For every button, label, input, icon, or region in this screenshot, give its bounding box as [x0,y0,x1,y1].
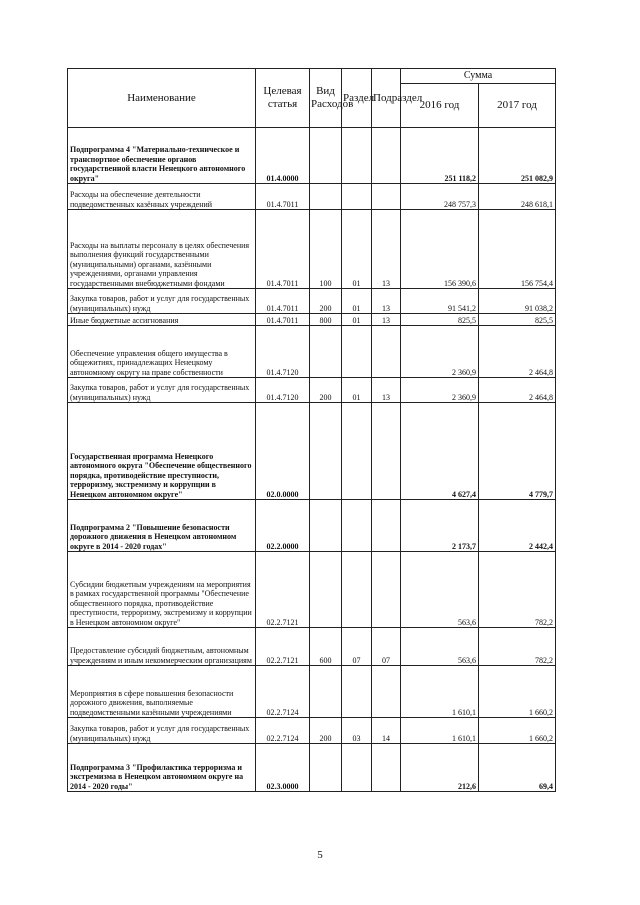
row-section: 01 [342,314,372,326]
row-expense-kind [310,184,342,210]
row-sum-2016: 251 118,2 [401,128,479,184]
row-name: Расходы на обеспечение деятельности подведомственных казённых учреждений [68,184,256,210]
row-subsection [372,552,401,628]
row-name: Обеспечение управления общего имущества в общежитиях, принадлежащих Ненецкому автономному округу на праве собственности [68,326,256,378]
row-sum-2017: 251 082,9 [479,128,556,184]
row-target-article: 01.4.7120 [256,326,310,378]
row-expense-kind [310,500,342,552]
row-target-article: 01.4.7120 [256,378,310,403]
header-name: Наименование [68,69,256,128]
row-sum-2016: 4 627,4 [401,403,479,500]
row-name: Подпрограмма 2 "Повышение безопасности дорожного движения в Ненецком автономном округе в 2014 - 2020 годах" [68,500,256,552]
row-sum-2017: 4 779,7 [479,403,556,500]
table-row [68,403,556,500]
table-row [68,210,556,289]
row-sum-2017: 2 442,4 [479,500,556,552]
row-sum-2016: 563,6 [401,628,479,666]
row-sum-2016: 2 360,9 [401,378,479,403]
row-section [342,184,372,210]
row-sum-2017: 825,5 [479,314,556,326]
row-sum-2016: 212,6 [401,744,479,792]
table-row [68,184,556,210]
row-target-article: 01.4.7011 [256,289,310,314]
row-section [342,744,372,792]
row-section: 07 [342,628,372,666]
row-subsection [372,403,401,500]
row-section [342,552,372,628]
row-target-article: 01.4.0000 [256,128,310,184]
row-target-article: 01.4.7011 [256,184,310,210]
row-section [342,666,372,718]
row-subsection [372,666,401,718]
row-name: Закупка товаров, работ и услуг для государственных (муниципальных) нужд [68,289,256,314]
table-row [68,128,556,184]
row-name: Расходы на выплаты персоналу в целях обеспечения выполнения функций государственными (муниципальными) органами, казёнными учреждениями, органами управления государственными внебюджетными фондами [68,210,256,289]
row-sum-2017: 248 618,1 [479,184,556,210]
table-row [68,326,556,378]
row-sum-2017: 782,2 [479,552,556,628]
row-sum-2017: 156 754,4 [479,210,556,289]
row-target-article: 02.2.7124 [256,718,310,744]
table-row [68,628,556,666]
table-row [68,718,556,744]
budget-table [67,68,556,792]
row-section: 03 [342,718,372,744]
row-sum-2017: 1 660,2 [479,718,556,744]
row-name: Мероприятия в сфере повышения безопасности дорожного движения, выполняемые подведомственными казёнными учреждениями [68,666,256,718]
row-expense-kind: 100 [310,210,342,289]
row-sum-2016: 563,6 [401,552,479,628]
row-name: Предоставление субсидий бюджетным, автономным учреждениям и иным некоммерческим организациям [68,628,256,666]
row-subsection [372,326,401,378]
row-expense-kind [310,403,342,500]
row-subsection: 13 [372,378,401,403]
row-sum-2016: 248 757,3 [401,184,479,210]
row-section: 01 [342,378,372,403]
header-year-2016: 2016 год [401,84,479,128]
header-section: Раздел [342,69,372,128]
row-expense-kind: 800 [310,314,342,326]
row-name: Подпрограмма 4 "Материально-техническое и транспортное обеспечение органов государственной власти Ненецкого автономного округа" [68,128,256,184]
row-sum-2016: 2 360,9 [401,326,479,378]
header-subsection: Подраздел [372,69,401,128]
row-target-article: 01.4.7011 [256,314,310,326]
table-row [68,666,556,718]
table-row [68,500,556,552]
row-target-article: 02.0.0000 [256,403,310,500]
row-expense-kind [310,128,342,184]
table-row [68,289,556,314]
row-subsection [372,500,401,552]
row-sum-2016: 91 541,2 [401,289,479,314]
row-sum-2016: 1 610,1 [401,666,479,718]
row-sum-2017: 782,2 [479,628,556,666]
row-target-article: 01.4.7011 [256,210,310,289]
row-sum-2017: 1 660,2 [479,666,556,718]
row-target-article: 02.3.0000 [256,744,310,792]
row-name: Государственная программа Ненецкого автономного округа "Обеспечение общественного порядка, противодействие преступности, терроризму, экстремизму и коррупции в Ненецком автономном округе" [68,403,256,500]
row-target-article: 02.2.7121 [256,628,310,666]
row-sum-2017: 91 038,2 [479,289,556,314]
page-number: 5 [317,849,323,861]
header-expense-kind: Вид Расходов [310,69,342,128]
row-expense-kind [310,744,342,792]
row-sum-2017: 2 464,8 [479,378,556,403]
row-expense-kind: 200 [310,289,342,314]
row-name: Закупка товаров, работ и услуг для государственных (муниципальных) нужд [68,718,256,744]
row-section: 01 [342,289,372,314]
row-subsection [372,184,401,210]
row-subsection: 14 [372,718,401,744]
row-sum-2016: 1 610,1 [401,718,479,744]
row-target-article: 02.2.7124 [256,666,310,718]
row-section [342,403,372,500]
row-subsection [372,128,401,184]
row-expense-kind: 200 [310,718,342,744]
header-sum: Сумма [401,69,556,84]
header-year-2017: 2017 год [479,84,556,128]
row-expense-kind [310,326,342,378]
row-name: Иные бюджетные ассигнования [68,314,256,326]
table-row [68,744,556,792]
row-expense-kind: 200 [310,378,342,403]
table-row [68,378,556,403]
row-section [342,128,372,184]
row-sum-2016: 2 173,7 [401,500,479,552]
row-section: 01 [342,210,372,289]
row-sum-2016: 825,5 [401,314,479,326]
table-row [68,314,556,326]
row-section [342,500,372,552]
row-sum-2017: 69,4 [479,744,556,792]
row-subsection: 13 [372,210,401,289]
row-subsection: 07 [372,628,401,666]
row-expense-kind [310,666,342,718]
row-subsection: 13 [372,289,401,314]
row-name: Субсидии бюджетным учреждениям на мероприятия в рамках государственной программы "Обеспечение общественного порядка, противодействие преступности, терроризму, экстремизму и коррупции в Ненецком автономном округе" [68,552,256,628]
row-subsection [372,744,401,792]
table-row [68,552,556,628]
header-target-article: Целевая статья [256,69,310,128]
row-name: Закупка товаров, работ и услуг для государственных (муниципальных) нужд [68,378,256,403]
row-sum-2016: 156 390,6 [401,210,479,289]
row-section [342,326,372,378]
row-subsection: 13 [372,314,401,326]
row-target-article: 02.2.7121 [256,552,310,628]
row-name: Подпрограмма 3 "Профилактика терроризма и экстремизма в Ненецком автономном округе на 2014 - 2020 годы" [68,744,256,792]
row-expense-kind [310,552,342,628]
row-target-article: 02.2.0000 [256,500,310,552]
row-sum-2017: 2 464,8 [479,326,556,378]
row-expense-kind: 600 [310,628,342,666]
